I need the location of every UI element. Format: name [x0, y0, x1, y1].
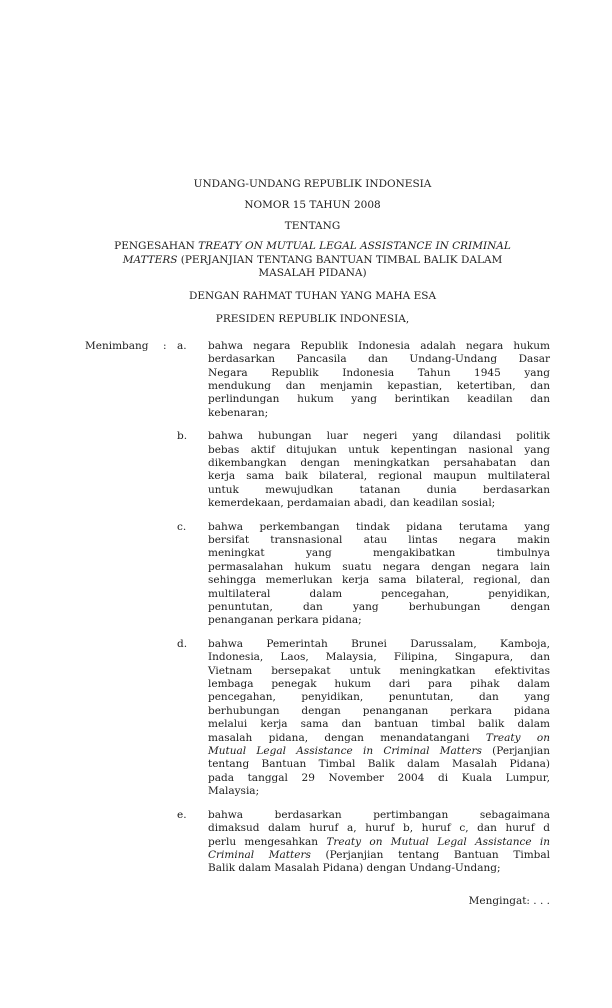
- item-text: [208, 340, 550, 420]
- doc-about-label: TENTANG: [284, 220, 341, 233]
- text-segment: pencegahan, penyidikan, penuntutan, dan yang: [208, 691, 550, 704]
- considerations-colon: [163, 430, 177, 510]
- text-line: [208, 444, 550, 457]
- doc-invocation: DENGAN RAHMAT TUHAN YANG MAHA ESA: [188, 290, 437, 303]
- text-line: [208, 547, 550, 560]
- text-segment: penuntutan, dan yang berhubungan dengan: [208, 601, 550, 613]
- text-line: [208, 574, 550, 587]
- text-line: [208, 651, 550, 664]
- text-line: [208, 588, 550, 601]
- considerations-colon: :: [163, 339, 167, 352]
- item-letter: a.: [177, 339, 187, 352]
- text-segment: bahwa hubungan luar negeri yang dilandasi politik: [208, 430, 550, 443]
- text-line: [208, 718, 550, 731]
- text-segment: dimaksud dalam huruf a, huruf b, huruf c, dan huruf d: [208, 822, 550, 835]
- text-segment: bahwa Pemerintah Brunei Darussalam, Kamboja,: [208, 637, 550, 650]
- document-content: [85, 178, 550, 908]
- italic-text-segment: Criminal Matters: [208, 848, 311, 861]
- catchword-mengingat: Mengingat: . . .: [468, 894, 550, 907]
- text-segment: (Perjanjian: [481, 745, 550, 758]
- text-line: [208, 732, 550, 745]
- text-line: [208, 367, 550, 380]
- considerations-colon: [163, 809, 177, 876]
- doc-subject: [85, 240, 540, 281]
- text-segment: Vietnam bersepakat untuk meningkatkan efektivitas: [208, 664, 550, 677]
- text-segment: dikembangkan dengan meningkatkan persahabatan dan: [208, 456, 550, 469]
- considerations-label: Menimbang: [85, 339, 149, 352]
- text-segment: untuk mewujudkan tatanan dunia berdasarkan: [208, 483, 550, 496]
- considerations-colon: [163, 638, 177, 799]
- item-letter: c.: [177, 520, 187, 533]
- text-line: [208, 665, 550, 678]
- considerations-list: [85, 340, 550, 876]
- considerations-label: [85, 638, 163, 799]
- italic-text-segment: TREATY ON MUTUAL LEGAL ASSISTANCE IN CRIMINAL: [198, 240, 511, 253]
- text-line: [208, 353, 550, 366]
- text-segment: bebas aktif ditujukan untuk kepentingan nasional yang: [208, 443, 550, 456]
- text-line: [208, 407, 550, 420]
- italic-text-segment: Treaty on Mutual Legal Assistance in: [326, 835, 550, 848]
- text-line: [208, 430, 550, 443]
- italic-text-segment: MATTERS: [122, 253, 178, 266]
- text-segment: permasalahan hukum suatu negara dengan negara lain: [208, 560, 550, 573]
- considerations-colon: [163, 521, 177, 628]
- text-segment: pada tanggal 29 November 2004 di Kuala Lumpur,: [208, 771, 550, 784]
- text-line: [208, 745, 550, 758]
- text-line: [208, 638, 550, 651]
- text-line: [208, 678, 550, 691]
- text-segment: bahwa perkembangan tindak pidana terutama yang: [208, 520, 550, 533]
- text-segment: (PERJANJIAN TENTANG BANTUAN TIMBAL BALIK DALAM: [177, 253, 503, 266]
- text-segment: Negara Republik Indonesia Tahun 1945 yang: [208, 366, 550, 379]
- text-segment: berhubungan dengan penanganan perkara pidana: [208, 704, 550, 717]
- doc-number: NOMOR 15 TAHUN 2008: [244, 199, 381, 212]
- item-letter: d.: [177, 637, 188, 650]
- text-segment: kemerdekaan, perdamaian abadi, dan keadilan sosial;: [208, 497, 496, 510]
- text-segment: Balik dalam Masalah Pidana) dengan Undang-Undang;: [208, 862, 501, 875]
- text-line: [208, 849, 550, 862]
- item-letter: b.: [177, 430, 188, 443]
- text-line: [208, 601, 550, 614]
- considerations-label: [85, 430, 163, 510]
- text-line: [208, 393, 550, 406]
- text-line: [208, 534, 550, 547]
- text-segment: kebenaran;: [208, 406, 269, 419]
- doc-title: UNDANG-UNDANG REPUBLIK INDONESIA: [193, 178, 432, 190]
- text-line: [208, 705, 550, 718]
- text-line: [208, 822, 550, 835]
- text-segment: MASALAH PIDANA): [258, 267, 367, 280]
- text-line: [208, 470, 550, 483]
- text-segment: (Perjanjian tentang Bantuan Timbal: [310, 848, 550, 861]
- consideration-item: [85, 430, 550, 510]
- text-segment: penanganan perkara pidana;: [208, 614, 362, 627]
- item-text: [208, 430, 550, 510]
- item-text: [208, 809, 550, 876]
- item-text: [208, 521, 550, 628]
- text-line: [208, 340, 550, 353]
- considerations-label: [85, 521, 163, 628]
- text-segment: Malaysia;: [208, 785, 260, 798]
- text-line: [208, 484, 550, 497]
- text-segment: berdasarkan Pancasila dan Undang-Undang Dasar: [208, 353, 550, 366]
- text-segment: PENGESAHAN: [114, 240, 199, 253]
- text-line: [208, 457, 550, 470]
- text-line: [208, 772, 550, 785]
- text-line: [208, 561, 550, 574]
- text-line: [208, 758, 550, 771]
- italic-text-segment: Treaty on: [485, 731, 550, 744]
- text-segment: perlindungan hukum yang berintikan keadilan dan: [208, 393, 550, 406]
- text-segment: lembaga penegak hukum dari para pihak dalam: [208, 678, 550, 691]
- item-text: [208, 638, 550, 799]
- text-segment: bersifat transnasional atau lintas negara makin: [208, 533, 550, 546]
- text-segment: masalah pidana, dengan menandatangani: [208, 731, 486, 744]
- text-segment: sehingga memerlukan kerja sama bilateral, regional, dan: [208, 574, 550, 587]
- item-letter: e.: [177, 808, 187, 821]
- text-line: [208, 785, 550, 798]
- text-segment: tentang Bantuan Timbal Balik dalam Masalah Pidana): [208, 758, 550, 771]
- text-line: [208, 862, 550, 875]
- text-line: [208, 380, 550, 393]
- text-line: [208, 809, 550, 822]
- italic-text-segment: Mutual Legal Assistance in Criminal Matters: [208, 745, 482, 758]
- text-segment: mendukung dan menjamin kepastian, ketertiban, dan: [208, 379, 550, 392]
- consideration-item: [85, 521, 550, 628]
- text-line: [208, 521, 550, 534]
- text-segment: multilateral dalam pencegahan, penyidikan,: [208, 587, 550, 600]
- text-segment: bahwa berdasarkan pertimbangan sebagaimana: [208, 808, 550, 821]
- text-segment: melalui kerja sama dan bantuan timbal balik dalam: [208, 718, 550, 731]
- text-segment: perlu mengesahkan: [208, 835, 327, 848]
- text-segment: Indonesia, Laos, Malaysia, Filipina, Singapura, dan: [208, 651, 550, 664]
- doc-authority: PRESIDEN REPUBLIK INDONESIA,: [215, 312, 410, 325]
- text-line: [208, 691, 550, 704]
- consideration-item: [85, 340, 550, 420]
- text-line: [208, 836, 550, 849]
- considerations-label: [85, 809, 163, 876]
- consideration-item: [85, 638, 550, 799]
- text-segment: bahwa negara Republik Indonesia adalah negara hukum: [208, 339, 550, 352]
- consideration-item: [85, 809, 550, 876]
- doc-subject-line: [85, 267, 540, 281]
- text-line: [208, 497, 550, 510]
- text-segment: kerja sama baik bilateral, regional maupun multilateral: [208, 470, 550, 483]
- doc-subject-line: [85, 240, 540, 254]
- text-segment: meningkat yang mengakibatkan timbulnya: [208, 547, 550, 560]
- text-line: [208, 614, 550, 627]
- document-header: [85, 178, 540, 326]
- doc-subject-line: [85, 254, 540, 268]
